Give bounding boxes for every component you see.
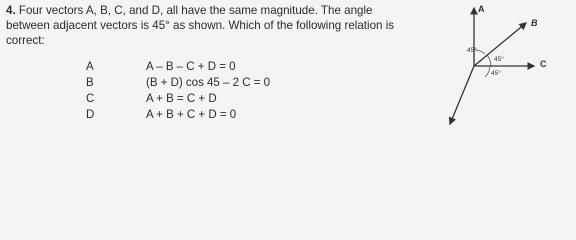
angle-label-2: 45° — [494, 56, 504, 63]
option-label: C — [86, 93, 95, 105]
option-relation: A – B – C + D = 0 — [146, 61, 236, 73]
question-number: 4. — [6, 4, 16, 17]
option-relation: (B + D) cos 45 – 2 C = 0 — [146, 77, 271, 89]
angle-arc-3 — [485, 66, 490, 77]
option-label: B — [86, 77, 94, 89]
option-relation: A + B + C + D = 0 — [146, 109, 237, 121]
angle-label-1: 45° — [467, 47, 477, 54]
angle-arc-2 — [487, 55, 491, 66]
vector-b-label: B — [531, 18, 538, 28]
question-text-block — [6, 3, 416, 48]
angle-label-3: 45° — [491, 70, 501, 77]
option-label: D — [86, 109, 95, 121]
vector-d-arrow — [450, 66, 474, 124]
vector-diagram — [440, 0, 576, 126]
option-relation: A + B = C + D — [146, 93, 217, 105]
vector-c-label: C — [540, 59, 547, 69]
question-body: Four vectors A, B, C, and D, all have the same magnitude. The angle between adjacent vectors is 45° as shown. Which of the following relation is correct: — [6, 4, 395, 47]
vector-a-label: A — [478, 4, 485, 14]
option-label: A — [86, 61, 94, 73]
